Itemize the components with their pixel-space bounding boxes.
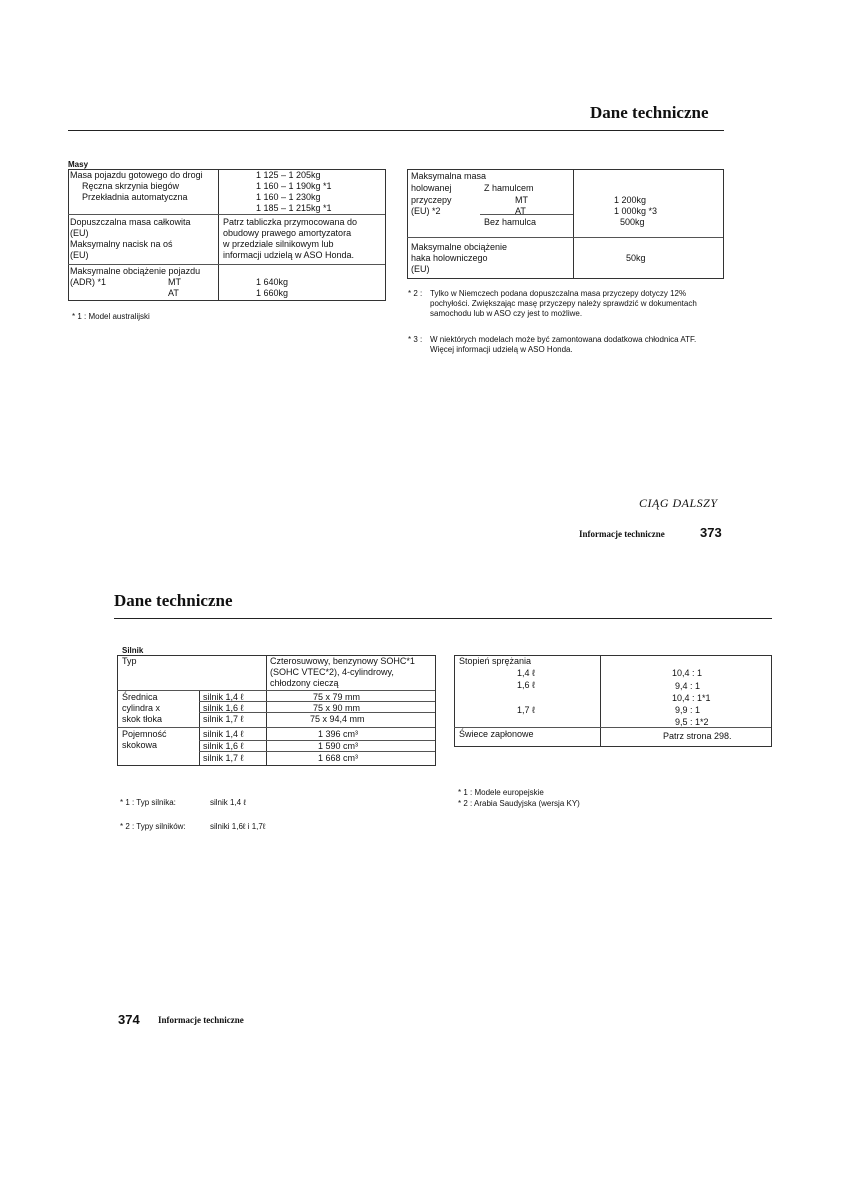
srednica-label: Średnica [122,692,158,702]
sprezanie-value: 10,4 : 1 [672,668,703,678]
typ-value: Czterosuwowy, benzynowy SOHC*1 [270,656,415,666]
srednica-value: 75 x 94,4 mm [310,714,365,724]
srednica-sub: silnik 1,4 ℓ [203,692,244,702]
note-text: Tylko w Niemczech podana dopuszczalna masa przyczepy dotyczy 12% pochyłości. Zwiększając masę przyczepy należy sprawdzić w dokumentach samochodu lub w ASO czy jest to możliwe. [430,289,697,318]
srednica-label: skok tłoka [122,714,163,724]
swiece-value: Patrz strona 298. [663,731,732,741]
masy-value: 1 185 – 1 215kg *1 [256,203,332,213]
silnik-footnote-text: silniki 1,6ℓ i 1,7ℓ [210,822,266,831]
haka-label: Maksymalne obciążenie [411,242,508,252]
srednica-value: 75 x 79 mm [313,692,361,702]
typ-value: chłodzony cieczą [270,678,339,688]
holowanie-label: holowanej [411,183,452,193]
holowanie-sub-sep [480,214,573,215]
masy-divider [218,169,219,300]
swiece-label: Świece zapłonowe [459,729,534,739]
masy-value: 1 125 – 1 205kg [256,170,321,180]
pojemnosc-label: skokowa [122,740,158,750]
srednica-label: cylindra x [122,703,161,713]
z-hamulcem-label: Z hamulcem [484,183,534,193]
eu-label: Maksymalny nacisk na oś [70,239,173,249]
masy-label: Przekładnia automatyczna [82,192,188,202]
pojemnosc-sub: silnik 1,7 ℓ [203,753,244,763]
note-mark: * 2 : [408,289,423,298]
typ-label: Typ [122,656,137,666]
adr-mt-label: MT [168,277,181,287]
eu-value: obudowy prawego amortyzatora [223,228,352,238]
holowanie-label: (EU) *2 [411,206,441,216]
silnik-row-sep [199,751,435,752]
footer-label: Informacje techniczne [579,529,665,539]
sprezanie-sub: 1,7 ℓ [517,705,535,715]
sprezanie-divider [600,655,601,746]
pojemnosc-sub: silnik 1,4 ℓ [203,729,244,739]
header-rule-bottom [114,618,772,619]
eu-value: Patrz tabliczka przymocowana do [223,217,358,227]
silnik-footnote-text: silnik 1,4 ℓ [210,798,246,807]
adr-at-value: 1 660kg [256,288,289,298]
note-mark: * 3 : [408,335,423,344]
sprezanie-note: * 2 : Arabia Saudyjska (wersja KY) [458,799,580,808]
holowanie-divider [573,169,574,278]
sprezanie-label: Stopień sprężania [459,656,532,666]
page-title-top: Dane techniczne [590,103,709,122]
masy-row-sep [68,264,385,265]
pojemnosc-label: Pojemność [122,729,167,739]
masy-label: Masa pojazdu gotowego do drogi [70,170,203,180]
holowanie-row-sep [407,237,723,238]
adr-label: (ADR) *1 [70,277,107,287]
masy-value: 1 160 – 1 230kg [256,192,321,202]
eu-value: w przedziale silnikowym lub [223,239,334,249]
eu-label: (EU) [70,250,89,260]
pojemnosc-sub: silnik 1,6 ℓ [203,741,244,751]
eu-value: informacji udzielą w ASO Honda. [223,250,355,260]
bez-hamulca-label: Bez hamulca [484,217,537,227]
mt-value: 1 200kg [614,195,647,205]
silnik-divider [266,655,267,765]
silnik-row-sep [117,690,435,691]
mt-label: MT [515,195,528,205]
at-value: 1 000kg *3 [614,206,658,216]
sprezanie-row-sep [454,727,771,728]
at-label: AT [515,206,526,216]
haka-label: (EU) [411,264,430,274]
holowanie-label: przyczepy [411,195,452,205]
adr-mt-value: 1 640kg [256,277,289,287]
holowanie-label: Maksymalna masa [411,171,487,181]
sprezanie-value: 9,4 : 1 [675,681,701,691]
haka-label: haka holowniczego [411,253,488,263]
srednica-sub: silnik 1,6 ℓ [203,703,244,713]
eu-label: (EU) [70,228,89,238]
silnik-footnote-mark: * 2 : Typy silników: [120,822,186,831]
srednica-value: 75 x 90 mm [313,703,361,713]
adr-at-label: AT [168,288,179,298]
masy-heading: Masy [68,160,89,169]
typ-value: (SOHC VTEC*2), 4-cylindrowy, [270,667,394,677]
pojemnosc-value: 1 590 cm³ [318,741,359,751]
page-title-bottom: Dane techniczne [114,591,233,610]
masy-label: Ręczna skrzynia biegów [82,181,180,191]
srednica-sub: silnik 1,7 ℓ [203,714,244,724]
continued-label: CIĄG DALSZY [639,496,718,510]
haka-value: 50kg [626,253,646,263]
footer-label-bottom: Informacje techniczne [158,1015,244,1025]
silnik-footnote-mark: * 1 : Typ silnika: [120,798,176,807]
eu-label: Dopuszczalna masa całkowita [70,217,191,227]
silnik-heading: Silnik [122,646,144,655]
sprezanie-value: 9,9 : 1 [675,705,701,715]
sprezanie-value: 10,4 : 1*1 [672,693,711,703]
adr-label: Maksymalne obciążenie pojazdu [70,266,201,276]
page-number-bottom: 374 [118,1012,140,1027]
bez-value: 500kg [620,217,645,227]
sprezanie-sub: 1,6 ℓ [517,680,535,690]
masy-footnote: * 1 : Model australijski [72,312,150,321]
silnik-row-sep [117,727,435,728]
page-number: 373 [700,525,722,540]
pojemnosc-value: 1 396 cm³ [318,729,359,739]
pojemnosc-value: 1 668 cm³ [318,753,359,763]
sprezanie-sub: 1,4 ℓ [517,668,535,678]
sprezanie-note: * 1 : Modele europejskie [458,788,544,797]
note-text: W niektórych modelach może być zamontowana dodatkowa chłodnica ATF. Więcej informacji udzielą w ASO Honda. [430,335,697,354]
sprezanie-value: 9,5 : 1*2 [675,717,709,727]
header-rule-top [68,130,724,131]
masy-row-sep [68,214,385,215]
masy-value: 1 160 – 1 190kg *1 [256,181,332,191]
